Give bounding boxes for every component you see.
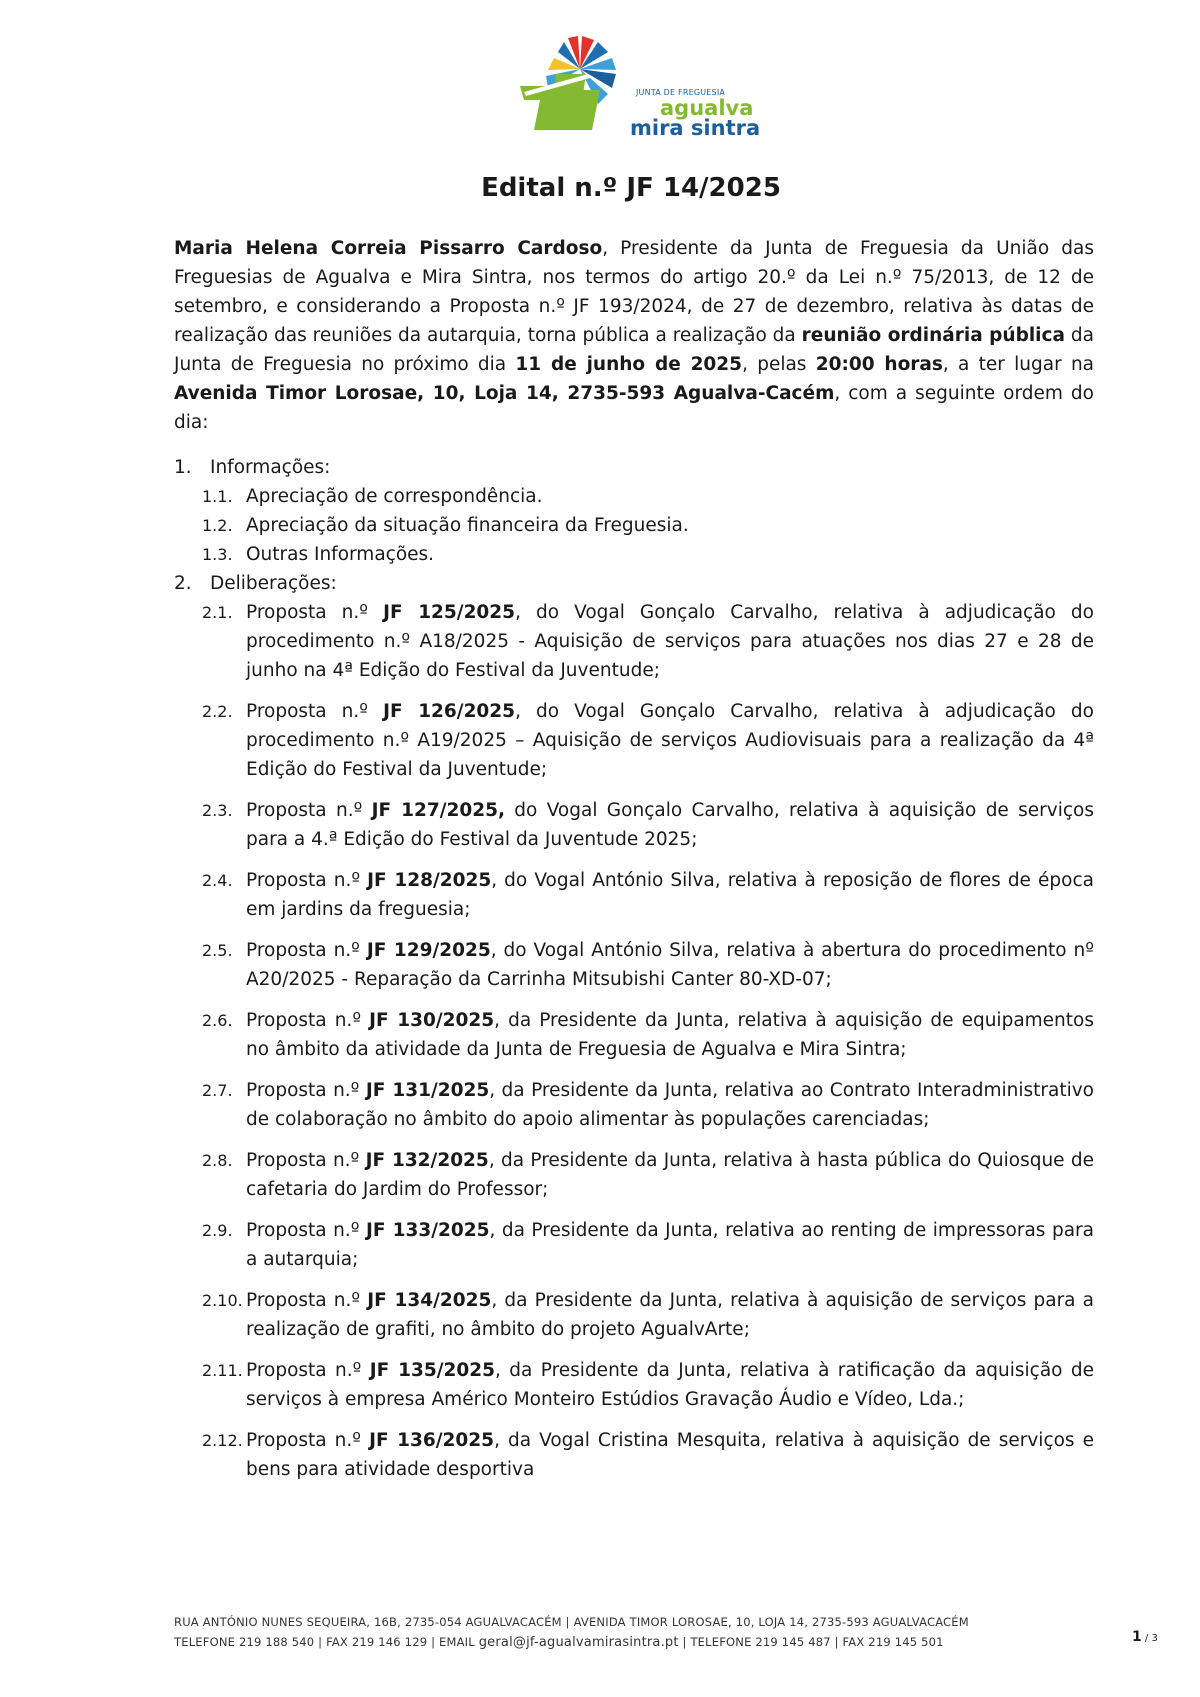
item-number: 2.3.: [202, 801, 233, 820]
item-number: 2.7.: [202, 1081, 233, 1100]
item-number: 2.4.: [202, 871, 233, 890]
item-text: [246, 1286, 1094, 1344]
item-number: 1.3.: [202, 545, 233, 564]
item-number: 2.11.: [202, 1361, 243, 1380]
footer: [174, 1612, 1104, 1653]
agenda-section-informacoes: [174, 453, 1094, 482]
proposal-description: , do Vogal António Silva, relativa à reposição de flores de época em jardins da freguesia;: [246, 870, 1094, 920]
item-text: Apreciação da situação financeira da Freguesia.: [246, 515, 689, 536]
proposal-code: JF 129/2025: [366, 940, 491, 961]
item-text: [246, 598, 1094, 685]
agenda-item: [174, 1426, 1094, 1484]
proposal-code: JF 127/2025,: [371, 800, 505, 821]
agenda-item: [174, 1006, 1094, 1064]
proposal-description: , da Presidente da Junta, relativa à hasta pública do Quiosque de cafetaria do Jardim do Professor;: [246, 1150, 1094, 1200]
proposal-prefix: Proposta n.º: [246, 870, 368, 891]
footer-email: geral@jf-agualvamirasintra.pt: [478, 1635, 679, 1650]
item-number: 2.2.: [202, 702, 233, 721]
item-text: [246, 1076, 1094, 1134]
item-text: [246, 1146, 1094, 1204]
proposal-code: JF 126/2025: [383, 701, 516, 722]
item-number: 1.2.: [202, 516, 233, 535]
proposal-prefix: Proposta n.º: [246, 701, 384, 722]
meeting-time: 20:00 horas: [815, 354, 943, 375]
item-text: [246, 936, 1094, 994]
item-text: [246, 866, 1094, 924]
logo-caption: JUNTA DE FREGUESIA: [636, 88, 726, 97]
footer-phone-fax: TELEFONE 219 188 540 | FAX 219 146 129 | EMAIL: [174, 1635, 479, 1649]
item-text: [246, 1006, 1094, 1064]
proposal-prefix: Proposta n.º: [246, 1360, 370, 1381]
page-number: [1132, 1629, 1158, 1645]
proposal-description: , da Presidente da Junta, relativa à aquisição de serviços para a realização de grafiti, no âmbito do projeto AgualvArte;: [246, 1290, 1094, 1340]
agenda-item: [174, 540, 1094, 569]
proposal-prefix: Proposta n.º: [246, 1430, 370, 1451]
footer-addresses: RUA ANTÓNIO NUNES SEQUEIRA, 16B, 2735-054 AGUALVACACÉM | AVENIDA TIMOR LOROSAE, 10, LOJA 14, 2735-593 AGUALVACACÉM: [174, 1615, 969, 1629]
agenda-item: [174, 796, 1094, 854]
intro-text: , a ter lugar na: [942, 354, 1095, 375]
proposal-prefix: Proposta n.º: [246, 800, 372, 821]
item-number: 2.8.: [202, 1151, 233, 1170]
item-text: [246, 697, 1094, 784]
item-number: 2.1.: [202, 603, 233, 622]
page-current: 1: [1132, 1629, 1142, 1645]
intro-text: da Junta de Freguesia no próximo dia: [174, 325, 1094, 375]
proposal-code: JF 135/2025: [369, 1360, 496, 1381]
president-name: Maria Helena Correia Pissarro Cardoso: [174, 238, 603, 259]
agenda-item: [174, 697, 1094, 784]
document-title: Edital n.º JF 14/2025: [481, 173, 781, 203]
intro-paragraph: [174, 234, 1094, 437]
item-text: [246, 1356, 1094, 1414]
page-total: / 3: [1141, 1633, 1158, 1644]
agenda-item: [174, 1076, 1094, 1134]
section-label: Informações:: [210, 457, 331, 478]
item-number: 2.5.: [202, 941, 233, 960]
agenda-item: [174, 1216, 1094, 1274]
proposal-prefix: Proposta n.º: [246, 1150, 366, 1171]
logo-text-mira-sintra: mira sintra: [630, 116, 761, 140]
agenda-item: [174, 511, 1094, 540]
proposal-description: , do Vogal Gonçalo Carvalho, relativa à adjudicação do procedimento n.º A18/2025 - Aquisição de serviços para atuações nos dias 27 e 28 de junho na 4ª Edição do Festival da Juventude;: [246, 602, 1094, 681]
footer-phone-fax-2: | TELEFONE 219 145 487 | FAX 219 145 501: [678, 1635, 944, 1649]
item-text: [246, 796, 1094, 854]
proposal-prefix: Proposta n.º: [246, 1010, 370, 1031]
item-number: 1.1.: [202, 487, 233, 506]
proposal-description: , do Vogal António Silva, relativa à abertura do procedimento nº A20/2025 - Reparação da Carrinha Mitsubishi Canter 80-XD-07;: [246, 940, 1094, 990]
proposal-prefix: Proposta n.º: [246, 940, 367, 961]
proposal-prefix: Proposta n.º: [246, 1220, 366, 1241]
section-number: 2.: [174, 573, 192, 594]
logo: [518, 34, 761, 146]
agenda-item: [174, 598, 1094, 685]
proposal-code: JF 132/2025: [365, 1150, 489, 1171]
proposal-description: , da Presidente da Junta, relativa ao renting de impressoras para a autarquia;: [246, 1220, 1094, 1270]
proposal-code: JF 136/2025: [369, 1430, 495, 1451]
logo-text-agualva: agualva: [660, 96, 754, 120]
footer-contacts: [174, 1632, 1104, 1653]
proposal-code: JF 130/2025: [369, 1010, 495, 1031]
section-label: Deliberações:: [210, 573, 337, 594]
item-text: [246, 1216, 1094, 1274]
proposal-prefix: Proposta n.º: [246, 1290, 368, 1311]
intro-text: , Presidente da Junta de Freguesia da União das Freguesias de Agualva e Mira Sintra, nos termos do artigo 20.º da Lei n.º 75/2013, de 12 de setembro, e considerando a Proposta n.º JF 193/2024, de 27 de dezembro, relativa às datas de realização das reuniões da autarquia, torna pública a realização da: [174, 238, 1094, 346]
logo-emblem: [518, 34, 628, 134]
deliberation-list: [174, 598, 1094, 1484]
meeting-date: 11 de junho de 2025: [515, 354, 743, 375]
proposal-description: , da Presidente da Junta, relativa à aquisição de equipamentos no âmbito da atividade da Junta de Freguesia de Agualva e Mira Sintra;: [246, 1010, 1094, 1060]
meeting-location: Avenida Timor Lorosae, 10, Loja 14, 2735-593 Agualva-Cacém: [174, 383, 835, 404]
section-number: 1.: [174, 457, 192, 478]
proposal-description: , da Presidente da Junta, relativa ao Contrato Interadministrativo de colaboração no âmbito do apoio alimentar às populações carenciadas;: [246, 1080, 1094, 1130]
meeting-type: reunião ordinária pública: [801, 325, 1065, 346]
item-number: 2.9.: [202, 1221, 233, 1240]
document-body: [174, 234, 1094, 1496]
intro-text: , pelas: [742, 354, 816, 375]
proposal-code: JF 128/2025: [367, 870, 492, 891]
agenda-item: [174, 1356, 1094, 1414]
info-list: [174, 482, 1094, 569]
proposal-prefix: Proposta n.º: [246, 602, 384, 623]
proposal-description: , da Presidente da Junta, relativa à ratificação da aquisição de serviços à empresa Américo Monteiro Estúdios Gravação Áudio e Vídeo, Lda.;: [246, 1360, 1095, 1410]
proposal-description: , do Vogal Gonçalo Carvalho, relativa à adjudicação do procedimento n.º A19/2025 – Aquisição de serviços Audiovisuais para a realização da 4ª Edição do Festival da Juventude;: [246, 701, 1094, 780]
proposal-code: JF 131/2025: [365, 1080, 490, 1101]
item-text: Apreciação de correspondência.: [246, 486, 543, 507]
agenda-item: [174, 866, 1094, 924]
proposal-code: JF 125/2025: [383, 602, 516, 623]
agenda-item: [174, 482, 1094, 511]
proposal-description: , da Vogal Cristina Mesquita, relativa à aquisição de serviços e bens para atividade desportiva: [246, 1430, 1094, 1480]
agenda-section-deliberacoes: [174, 569, 1094, 598]
agenda-item: [174, 1286, 1094, 1344]
item-number: 2.10.: [202, 1291, 243, 1310]
agenda-item: [174, 936, 1094, 994]
intro-text: , com a seguinte ordem do dia:: [174, 383, 1094, 433]
item-text: Outras Informações.: [246, 544, 435, 565]
proposal-code: JF 134/2025: [367, 1290, 492, 1311]
item-number: 2.12.: [202, 1431, 243, 1450]
item-number: 2.6.: [202, 1011, 233, 1030]
proposal-code: JF 133/2025: [365, 1220, 490, 1241]
proposal-description: do Vogal Gonçalo Carvalho, relativa à aquisição de serviços para a 4.ª Edição do Festival da Juventude 2025;: [246, 800, 1094, 850]
item-text: [246, 1426, 1094, 1484]
agenda-item: [174, 1146, 1094, 1204]
proposal-prefix: Proposta n.º: [246, 1080, 366, 1101]
